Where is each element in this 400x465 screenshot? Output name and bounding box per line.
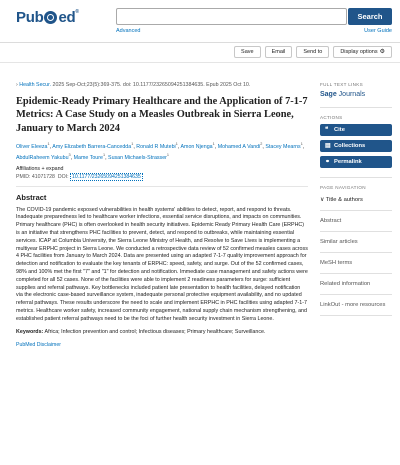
author-name: Mame Toure <box>73 155 103 162</box>
logo-m-icon <box>44 11 57 24</box>
email-button[interactable]: Email <box>265 46 293 58</box>
doi-label: DOI: <box>57 173 70 180</box>
author-link[interactable] <box>16 144 50 150</box>
pubmed-logo[interactable] <box>16 9 79 26</box>
author-affiliation-number: 1 <box>300 142 303 147</box>
sage-logo-text-rest: Journals <box>336 91 366 98</box>
link-icon: ⚭ <box>325 159 331 165</box>
author-affiliation-number: 3 <box>68 153 71 158</box>
nav-item[interactable] <box>320 253 392 274</box>
full-text-links-heading: FULL TEXT LINKS <box>320 82 363 87</box>
author-affiliation-number: 1 <box>175 142 178 147</box>
keywords <box>16 329 308 337</box>
abstract-heading: Abstract <box>16 192 47 202</box>
chevron-down-icon: ∨ <box>320 197 326 203</box>
author-link[interactable] <box>265 144 302 150</box>
gear-icon: ⚙ <box>379 49 385 55</box>
cite-button[interactable] <box>320 124 392 136</box>
advanced-search-link[interactable]: Advanced <box>116 28 141 34</box>
search-input[interactable] <box>116 8 347 25</box>
article-main <box>16 82 308 348</box>
keywords-list: Africa; Infection prevention and control; Infectious diseases; Primary healthcare; Surveillance. <box>43 328 266 335</box>
nav-item-label: Title & authors <box>325 197 363 203</box>
author-name: Susan Michaels-Strasser <box>108 155 167 162</box>
divider <box>0 42 400 43</box>
nav-item-label: MeSH terms <box>320 260 353 266</box>
nav-item[interactable] <box>320 274 392 295</box>
collections-button[interactable] <box>320 140 392 152</box>
permalink-label: Permalink <box>334 159 362 165</box>
author-link[interactable] <box>218 144 263 150</box>
sage-journals-link[interactable] <box>320 91 392 98</box>
article-identifiers <box>16 174 308 181</box>
user-guide-link[interactable]: User Guide <box>364 28 392 34</box>
nav-item-label: Related information <box>320 281 371 287</box>
divider <box>320 107 392 108</box>
display-options-label: Display options <box>340 49 378 55</box>
doi-link[interactable]: 10.1177/23265094251384635 <box>71 173 141 180</box>
actions-heading: ACTIONS <box>320 115 343 120</box>
article-toolbar <box>234 46 392 58</box>
pmid-value: 41071728 <box>31 173 55 180</box>
display-options-button[interactable] <box>333 46 392 58</box>
abstract-text: The COVID-19 pandemic exposed vulnerabilities in health systems' abilities to detect, report, and respond to threats. Inadequate preparedness led to healthcare worker infections, essential service disruptions, and impacts on communities. Primary healthcare (PHC) is often overlooked in health security initiatives. Epidemic Ready Primary Health Care (ERPHC) is an initiative that strengthens PHC facilities to prevent, detect, and respond to outbreaks, while maintaining essential services. ICAP at Columbia University, the Sierra Leone Ministry of Health, and Resolve to Save Lives is implementing a multiyear ERPHC project in Sierra Leone. We conducted a retrospective data review of 52 confirmed measles cases across 4 PHC facilities from January to March 2024. Data are presented using an adapted 7-1-7 quality improvement approach for detection and notification to evaluate the key tenants of ERPHC: speed, safety, and surge. Out of the 52 confirmed cases, 98% and 100% met the first "7" and "1" for detection and notification. Immediate case management and safety actions were completed for all 52 cases. None of the facilities were able to implement 2 readiness parameters for surge: sufficient supplies and referral pathways. Key bottlenecks included patient late presentation to health facilities, delayed notification via the electronic case-based surveillance system, inadequate personal protective equipment availability, and no updated referral pathways. These results underscore the need to scale and implement ERPHC in PHC facilities using adapted 7-1-7 metrics. Healthcare worker safety, increased community engagement, national supply chain mechanism strengthening, and established patient referral pathways need to be the foci of further health security investment in Sierra Leone. <box>16 206 308 322</box>
divider <box>16 186 308 187</box>
bookmark-icon: ▤ <box>325 143 331 149</box>
quote-icon: ❝ <box>325 127 329 133</box>
pmid-label: PMID: <box>16 173 32 180</box>
cite-label: Cite <box>334 127 345 133</box>
divider <box>320 177 392 178</box>
author-link[interactable] <box>52 144 133 150</box>
author-affiliation-number: 1 <box>166 153 170 158</box>
collections-label: Collections <box>334 143 366 149</box>
journal-link[interactable]: Health Secur. <box>19 82 52 88</box>
permalink-button[interactable] <box>320 156 392 168</box>
nav-item-label: Abstract <box>320 218 342 224</box>
chevron-icon: › <box>16 82 18 88</box>
author-affiliation-number: 1 <box>131 142 134 147</box>
sage-logo-text: Sage <box>320 91 337 98</box>
citation-line <box>16 82 308 89</box>
author-name: Mohamed A Vandi <box>217 143 261 150</box>
author-name: Oliver Eleeza <box>16 143 48 150</box>
author-name: AbdulRaheem Yakubu <box>16 155 69 162</box>
logo-registered-mark: ® <box>75 9 79 15</box>
expand-link[interactable]: expand <box>46 165 64 172</box>
nav-item-label: LinkOut - more resources <box>320 302 386 308</box>
page-navigation <box>320 190 392 316</box>
author-affiliation-number: 1 <box>102 153 106 158</box>
plus-icon: + <box>41 165 45 172</box>
article-title: Epidemic-Ready Primary Healthcare and the Application of 7-1-7 Metrics: A Case Study on a Measles Outbreak in Sierra Leone, January to March 2024 <box>16 96 308 134</box>
author-list: Oliver Eleeza$^1$, Amy Elizabeth Barrera-Cancedda$^1$, Ronald R Mutebi$^1$, Amon Njenga$^1$, Mohamed A Vandi$^2$, Stacey Mearns$^1$, AbdulRaheem Yakubu$^3$, Mame Toure$^1$, Susan Michaels-Strasser$^1$ <box>16 142 305 162</box>
author-name: Stacey Mearns <box>265 143 301 150</box>
nav-item[interactable] <box>320 211 392 232</box>
author-link[interactable] <box>136 144 178 150</box>
author-affiliation-number: 1 <box>212 142 215 147</box>
logo-text-left: Pub <box>16 9 44 26</box>
nav-item-label: Similar articles <box>320 239 358 245</box>
author-name: Ronald R Mutebi <box>136 143 176 150</box>
search-button[interactable]: Search <box>348 8 392 25</box>
author-link[interactable] <box>16 155 71 161</box>
save-button[interactable]: Save <box>234 46 261 58</box>
page-navigation-heading: PAGE NAVIGATION <box>320 185 366 190</box>
affiliations-label: Affiliations <box>16 165 41 172</box>
send-to-button[interactable]: Send to <box>296 46 329 58</box>
author-link[interactable] <box>74 155 105 161</box>
nav-item[interactable] <box>320 190 392 211</box>
author-affiliation-number: 2 <box>260 142 263 147</box>
keywords-label: Keywords: <box>16 328 44 335</box>
nav-item[interactable] <box>320 232 392 253</box>
sidebar <box>320 82 392 316</box>
author-link[interactable] <box>108 155 169 161</box>
author-affiliation-number: 1 <box>47 142 50 147</box>
author-name: Amy Elizabeth Barrera-Cancedda <box>52 143 132 150</box>
divider <box>0 62 400 63</box>
affiliations-row[interactable] <box>16 166 308 173</box>
pubmed-disclaimer-link[interactable]: PubMed Disclaimer <box>16 342 61 349</box>
author-name: Amon Njenga <box>180 143 213 150</box>
author-link[interactable] <box>181 144 215 150</box>
logo-text-right: ed <box>58 9 76 26</box>
nav-item[interactable] <box>320 295 392 316</box>
site-header <box>0 0 400 38</box>
citation-details: 2025 Sep-Oct;23(5):369-375. doi: 10.1177/23265094251384635. Epub 2025 Oct 10. <box>51 82 251 88</box>
